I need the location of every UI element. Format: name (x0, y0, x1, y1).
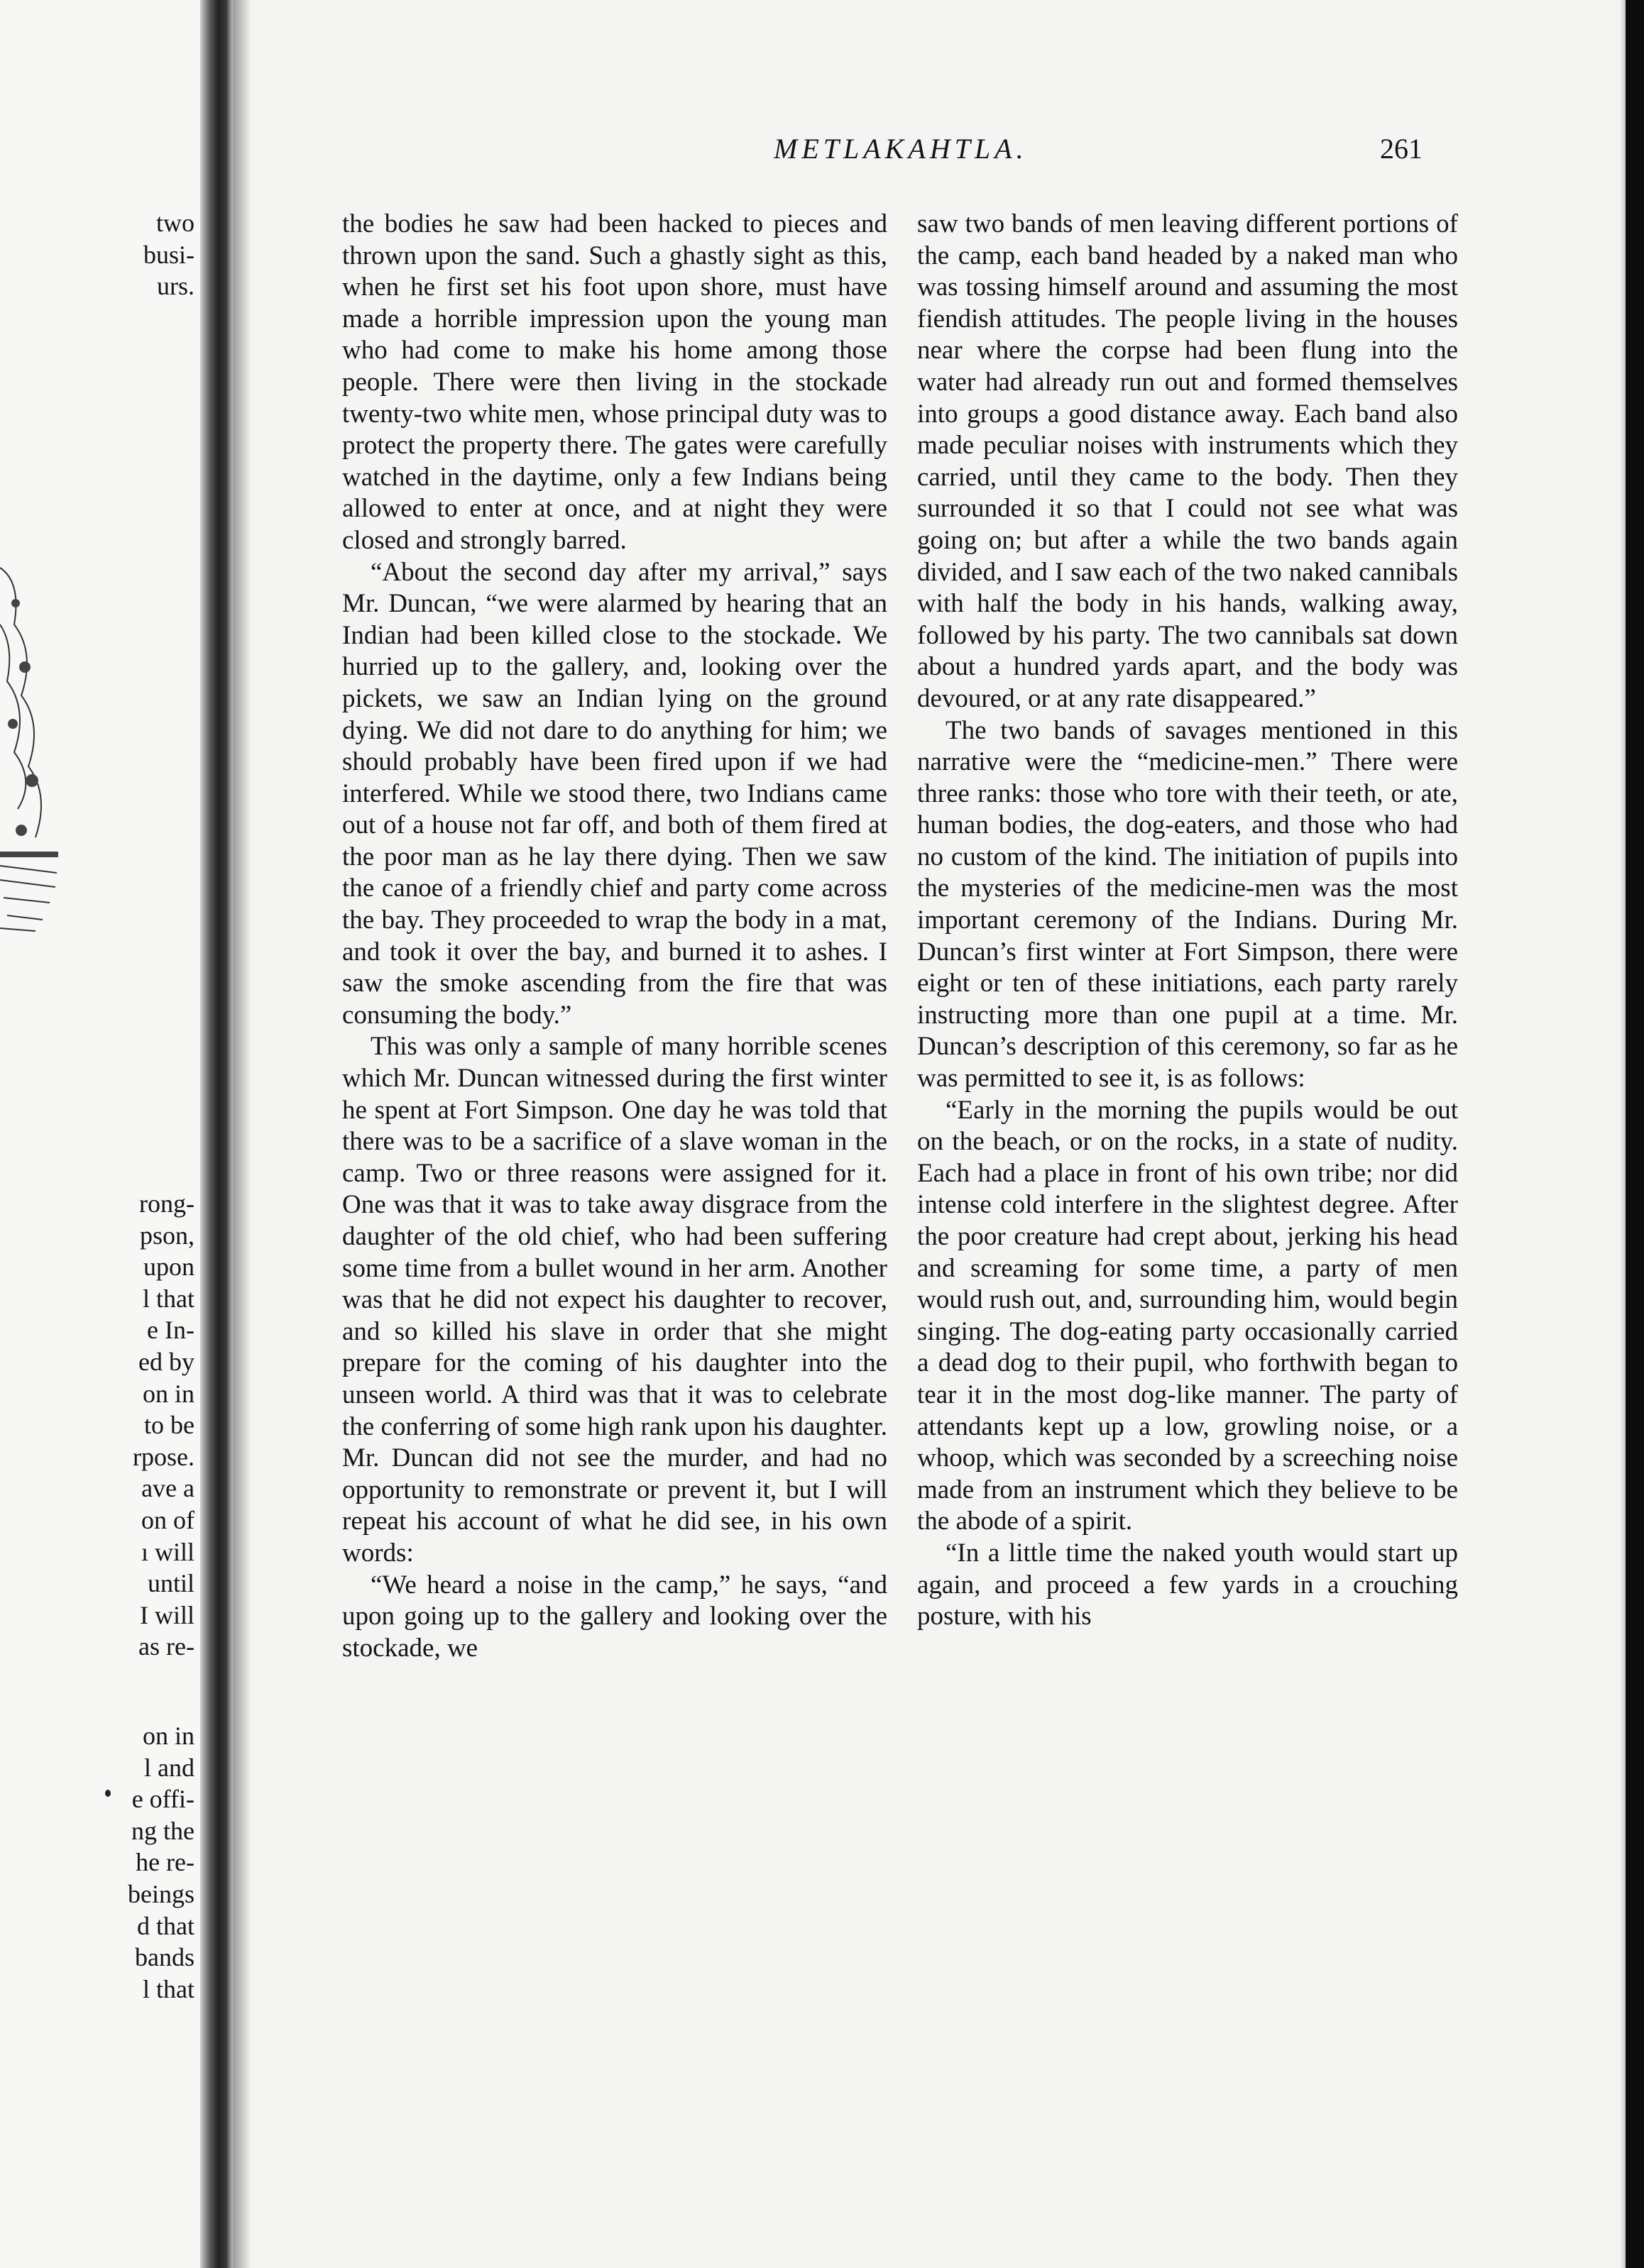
gutter-shadow (233, 0, 251, 2268)
page-number: 261 (1380, 133, 1423, 165)
paragraph: “In a little time the naked youth would start up again, and proceed a few yards in a crouching posture, with his (917, 1538, 1458, 1631)
text-column-left (342, 209, 887, 1664)
ink-dot (105, 1790, 111, 1797)
paragraph: This was only a sample of many horrible scenes which Mr. Duncan witnessed during the first winter he spent at Fort Simpson. One day he was told that there was to be a sacrifice of a slave woman in the camp. Two or three reasons were assigned for it. One was that it was to take away disgrace from the daughter of the old chief, who had been suffering some time from a bullet wound in her arm. Another was that he did not expect his daughter to recover, and so killed his slave in order that she might prepare for the coming of his daughter into the unseen world. A third was that it was to celebrate the conferring of some high rank upon his daughter. Mr. Duncan did not see the murder, and had no opportunity to remonstrate or prevent it, but I will repeat his account of what he did see, in his own words: (342, 1032, 887, 1568)
paragraph: “About the second day after my arrival,” says Mr. Duncan, “we were alarmed by hearing that an Indian had been killed close to the stockade. We hurried up to the gallery, and, looking over the pickets, we saw an Indian lying on the ground dying. We did not dare to do anything for him; we should probably have been fired upon if we had interfered. While we stood there, two Indians came out of a house not far off, and both of them fired at the poor man as he lay there dying. Then we saw the canoe of a friendly chief and party come across the bay. They proceeded to wrap the body in a mat, and took it over the bay, and burned it to ashes. I saw the smoke ascending from the fire that was consuming the body.” (342, 557, 887, 1030)
running-title: METLAKAHTLA. (774, 133, 1028, 165)
text-column-right (917, 209, 1458, 1633)
facing-page-illustration (0, 539, 58, 937)
scan-edge (1626, 0, 1644, 2268)
facing-page (0, 0, 200, 2268)
facing-page-text-middle: rong- pson, upon l that e In- ed by on in to be rpose. ave a on of ı will until I will as re- (133, 1189, 194, 1661)
paragraph: “Early in the morning the pupils would be out on the beach, or on the rocks, in a state of nudity. Each had a place in front of his own tribe; nor did intense cold interfere in the slightest degree. After the poor creature had crept about, jerking his head and screaming for some time, a party of men would rush out, and, surrounding him, would begin singing. The dog-eating party occasionally carried a dead dog to their pupil, who forthwith began to tear it in the most dog-like manner. The party of attendants kept up a low, growling noise, or a whoop, which was seconded by a screeching noise made from an instrument which they believe to be the abode of a spirit. (917, 1095, 1458, 1536)
facing-page-text-bottom: on in l and e offi- ng the he re- beings d that bands l that (128, 1722, 194, 2003)
paragraph: “We heard a noise in the camp,” he says, “and upon going up to the gallery and looking over the stockade, we (342, 1570, 887, 1663)
paragraph: saw two bands of men leaving different portions of the camp, each band headed by a naked man who was tossing himself around and assuming the most fiendish attitudes. The people living in the houses near where the corpse had been flung into the water had already run out and formed themselves into groups a good distance away. Each band also made peculiar noises with instruments which they carried, until they came to the body. Then they surrounded it so that I could not see what was going on; but after a while the two bands again divided, and I saw each of the two naked cannibals with half the body in his hands, walking away, followed by his party. The two cannibals sat down about a hundred yards apart, and the body was devoured, or at any rate disappeared.” (917, 209, 1458, 713)
book-gutter (200, 0, 233, 2268)
paragraph: The two bands of savages mentioned in this narrative were the “medicine-men.” There were three ranks: those who tore with their teeth, or ate, human bodies, the dog-eaters, and those who had no custom of the kind. The initiation of pupils into the mysteries of the medicine-men was the most important ceremony of the Indians. During Mr. Duncan’s first winter at Fort Simpson, there were eight or ten of these initiations, each party rarely instructing more than one pupil at a time. Mr. Duncan’s description of this ceremony, so far as he was permitted to see it, is as follows: (917, 715, 1458, 1094)
paragraph: the bodies he saw had been hacked to pieces and thrown upon the sand. Such a ghastly sight as this, when he first set his foot upon shore, must have made a horrible impression upon the young man who had come to make his home among those people. There were then living in the stockade twenty-two white men, whose principal duty was to protect the property there. The gates were carefully watched in the daytime, only a few Indians being allowed to enter at once, and at night they were closed and strongly barred. (342, 209, 887, 555)
page-edge-shadow (1620, 0, 1626, 2268)
facing-page-text-top: two busi- urs. (143, 209, 194, 301)
